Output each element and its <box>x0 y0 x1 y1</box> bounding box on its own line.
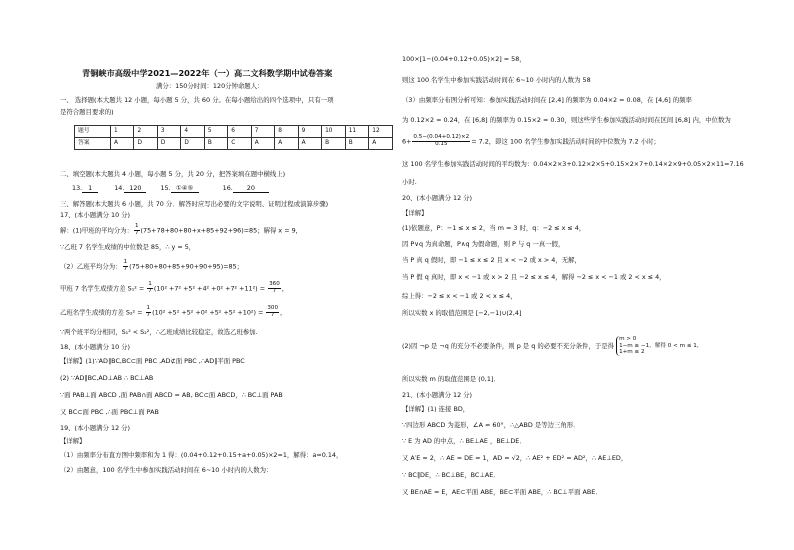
q13-answer: 1 <box>82 184 98 193</box>
fraction <box>147 282 153 295</box>
frac-den: 7 <box>134 229 139 236</box>
table-cell: A <box>110 138 133 150</box>
q19-text: = 7.2，即这 100 名学生参加实践活动时间的中位数为 7.2 小时； <box>471 137 660 146</box>
q19-line-3: （2）由题意，100 名学生中参加实践活动时间在 6~10 小时内的人数为： <box>60 466 273 474</box>
q18-line-2: (2) ∵AD∥BC,AD⊥AB ∴ BC⊥AB <box>60 374 154 382</box>
q17-text: 甲班 7 名学生成绩方差 S₁² = <box>60 284 147 293</box>
table-cell: A <box>251 138 274 150</box>
q19-line-4: 100×[1−(0.04+0.12+0.05)×2] = 58， <box>402 55 526 63</box>
q20-line-1: 【详解】 <box>402 209 428 217</box>
q19-line-6: （3）由频率分布图分析可知：参加实践活动时间在 [2,4] 的频率为 0.04×2 = 0.08，在 [4,6] 的频率 <box>402 96 692 104</box>
q20-line-3: 因 P∨q 为真命题，P∧q 为假命题，则 P 与 q 一真一假， <box>402 240 565 248</box>
q17-heading: 17、(本小题满分 10 分) <box>60 211 131 219</box>
q17-line-5: 乙班名学生成绩的方差 S₂² = $\frac{1}{7}$ (10² +5² +5² +0² +5² +5² +10²) = $\frac{300}{7}$ ， <box>60 305 287 318</box>
answer-table-row-numbers <box>75 126 393 138</box>
table-cell: 6 <box>228 126 251 138</box>
table-cell: D <box>157 138 180 150</box>
q20-line-2: (1)依题意，P：−1 ≤ x ≤ 2，当 m = 3 时，q：−2 ≤ x ≤ 4， <box>402 224 586 232</box>
q17-line-2: ∵乙班 7 名学生成绩的中位数是 85，∴ y = 5， <box>60 243 196 251</box>
q17-line-4: 甲班 7 名学生成绩方差 S₁² = $\frac{1}{7}$ (10² +7² +5² +4² +0² +7² +11²) = $\frac{360}{7}$ ， <box>60 281 289 294</box>
table-cell: 4 <box>181 126 204 138</box>
q16-label: 16. <box>222 184 233 192</box>
q20-line-6: 综上得：−2 ≤ x < −1 或 2 < x ≤ 4， <box>402 292 517 300</box>
q17-text: (75+80+80+85+90+90+95)=85； <box>129 262 244 271</box>
q21-line-1: 【详解】(1) 连接 BD， <box>402 405 470 413</box>
table-header-cell: 题号 <box>75 126 111 138</box>
frac-den: 7 <box>146 311 151 318</box>
q19-line-8 <box>402 135 660 148</box>
q17-text: 乙班名学生成绩的方差 S₂² = <box>60 308 145 317</box>
q19-line-1: 【详解】 <box>60 437 86 445</box>
q17-text: (10² +5² +5² +0² +5² +5² +10²) = <box>152 308 266 317</box>
q19-line-10: 小时. <box>402 178 417 186</box>
q19-line-2: （1）由频率分布直方图中频率和为 1 得：(0.04+0.12+0.15+a+0.05)×2=1，解得：a=0.14， <box>60 451 343 459</box>
q18-line-4: 又 BC⊂面 PBC ,∴面 PBC⊥面 PAB <box>60 408 159 416</box>
table-cell: 1 <box>110 126 133 138</box>
q18-line-1: 【详解】(1)∵AD∥BC,BC⊂面 PBC ,AD⊄面 PBC ,∴AD∥平面 PBC <box>60 357 245 365</box>
table-cell: 5 <box>204 126 227 138</box>
table-cell: C <box>228 138 251 150</box>
q15-answer: ①④⑤ <box>171 184 199 193</box>
table-cell: D <box>134 138 157 150</box>
page-title: 青铜峡市高级中学2021—2022年（一）高二文科数学期中试卷答案 <box>82 68 333 78</box>
q13-label: 13. <box>72 184 83 192</box>
q20-heading: 20、(本小题满分 12 分) <box>402 194 473 202</box>
answer-table-row-answers <box>75 138 393 150</box>
q21-line-3: ∵ E 为 AD 的中点，∴ BE⊥AE ，BE⊥DE． <box>402 437 526 445</box>
section-2-intro: 二、填空题(本大题共 4 小题，每小题 5 分，共 20 分，把答案填在题中横线上) <box>60 170 286 178</box>
section-3-intro: 三、解答题(本大题共 6 小题，共 70 分．解答时应写出必要的文字说明、证明过程或演算步骤) <box>60 200 329 208</box>
q17-text: （2）乙班平均分为： <box>60 262 122 271</box>
condition-line: m > 0 <box>619 336 637 342</box>
fraction <box>146 306 152 319</box>
q18-line-3: ∵面 PAB⊥面 ABCD ,面 PAB∩面 ABCD = AB, BC⊂面 ABCD，∴ BC⊥面 PAB <box>60 391 283 399</box>
frac-den: 0.15 <box>435 140 448 147</box>
frac-num: 1 <box>148 281 152 287</box>
q19-heading: 19、(本小题满分 12 分) <box>60 424 131 432</box>
q20-line-4: 当 P 真 q 假时，即 −1 ≤ x ≤ 2 且 x < −2 或 x > 4，无解， <box>402 256 581 264</box>
q16-answer: 20 <box>233 184 269 193</box>
table-cell: 7 <box>251 126 274 138</box>
frac-den: 7 <box>148 287 152 294</box>
q20-line-7: 所以实数 x 的取值范围是 [−2,−1)∪(2,4] <box>402 309 522 317</box>
q17-line-3 <box>60 260 243 273</box>
frac-num: 1 <box>146 305 151 311</box>
q19-line-7: 为 0.12×2 = 0.24，在 [6,8] 的频率为 0.15×2 = 0.30，则这些学生参加实践活动时间在区间 [6,8] 内，中位数为 <box>402 116 731 124</box>
q17-text: (75+78+80+80+x+85+92+96)=85；解得 x = 9， <box>140 226 303 235</box>
fraction <box>266 306 279 319</box>
q20-text: (2)因 ¬p 是 ¬q 的充分不必要条件，则 p 是 q 的必要不充分条件，于是得 <box>402 342 615 351</box>
table-cell: A <box>369 138 393 150</box>
q15-label: 15. <box>160 184 171 192</box>
q20-line-8 <box>402 336 702 356</box>
frac-num: 1 <box>123 259 128 265</box>
fill-in-answers <box>72 184 269 193</box>
answer-table <box>74 125 393 150</box>
q18-heading: 18、(本小题满分 10 分) <box>60 343 131 351</box>
frac-den: 7 <box>123 265 128 272</box>
table-cell: A <box>275 138 298 150</box>
table-cell: B <box>204 138 227 150</box>
table-cell: 9 <box>298 126 321 138</box>
q21-line-6: 又 BE∩AE = E，AE⊂平面 ABE，BE⊂平面 ABE，∴ BC⊥平面 ABE． <box>402 488 602 496</box>
q17-line-6: ∵两个班平均分相同，S₁² < S₂²，∴乙班成绩比较稳定，故选乙班参加. <box>60 328 258 336</box>
table-cell: B <box>345 138 369 150</box>
condition-line: 1−m ≥ −1，解得 0 < m ≤ 1， <box>619 342 703 349</box>
condition-system <box>616 336 702 356</box>
q14-label: 14. <box>114 184 125 192</box>
q17-text: (10² +7² +5² +4² +0² +7² +11²) = <box>153 284 268 293</box>
q20-line-5: 当 P 假 q 真时，即 x < −1 或 x > 2 且 −2 ≤ x ≤ 4，解得 −2 ≤ x < −1 或 2 < x ≤ 4， <box>402 273 666 281</box>
fraction <box>134 224 140 237</box>
q21-line-5: ∵ BC∥DE，∴ BC⊥BE，BC⊥AE． <box>402 471 500 479</box>
frac-den: 7 <box>272 287 277 294</box>
frac-num: 0.5−(0.04+0.12)×2 <box>413 134 470 140</box>
fraction <box>123 260 129 273</box>
q21-heading: 21、(本小题满分 12 分) <box>402 391 473 399</box>
fraction <box>412 135 470 148</box>
q14-answer: 120 <box>124 184 146 193</box>
q19-text: 6+ <box>402 137 412 146</box>
fraction <box>268 282 281 295</box>
q20-line-9: 所以实数 m 的取值范围是 (0,1]． <box>402 375 500 383</box>
section-1-intro: 一、 选择题(本大题共 12 小题，每小题 5 分，共 60 分。在每小题给出的四个选项中，只有一项 <box>60 96 334 104</box>
table-cell: 12 <box>369 126 393 138</box>
table-header-cell: 答案 <box>75 138 111 150</box>
q17-line-1 <box>60 224 302 237</box>
table-cell: B <box>322 138 346 150</box>
table-cell: 11 <box>345 126 369 138</box>
table-cell: 2 <box>134 126 157 138</box>
table-cell: 3 <box>157 126 180 138</box>
q17-text: 解：(1)甲班的平均分为： <box>60 226 133 235</box>
q19-line-9: 这 100 名学生参加实践活动时间的平均数为：0.04×2×3+0.12×2×5+0.15×2×7+0.14×2×9+0.05×2×11=7.16 <box>402 160 744 168</box>
frac-num: 360 <box>269 281 280 287</box>
table-cell: D <box>181 138 204 150</box>
q19-line-5: 则这 100 名学生中参加实践活动时间在 6~10 小时内的人数为 58 <box>402 76 591 84</box>
frac-num: 300 <box>267 305 279 311</box>
frac-num: 1 <box>134 223 139 229</box>
section-1-intro-cont: 是符合题目要求的) <box>60 108 114 116</box>
condition-line: 1+m ≤ 2 <box>619 349 645 356</box>
q21-line-4: 又 A′E = 2，∴ AE = DE = 1，AD = √2，∴ AE² + ED² = AD²，∴ AE⊥ED， <box>402 454 628 462</box>
table-cell: 10 <box>322 126 346 138</box>
q21-line-2: ∵四边形 ABCD 为菱形，∠A = 60°，∴△ABD 是等边三角形． <box>402 421 580 429</box>
page-subtitle: 满分：150分时间：120分钟命题人： <box>156 82 264 90</box>
table-cell: 8 <box>275 126 298 138</box>
table-cell: A <box>298 138 321 150</box>
frac-den: 7 <box>270 311 275 318</box>
